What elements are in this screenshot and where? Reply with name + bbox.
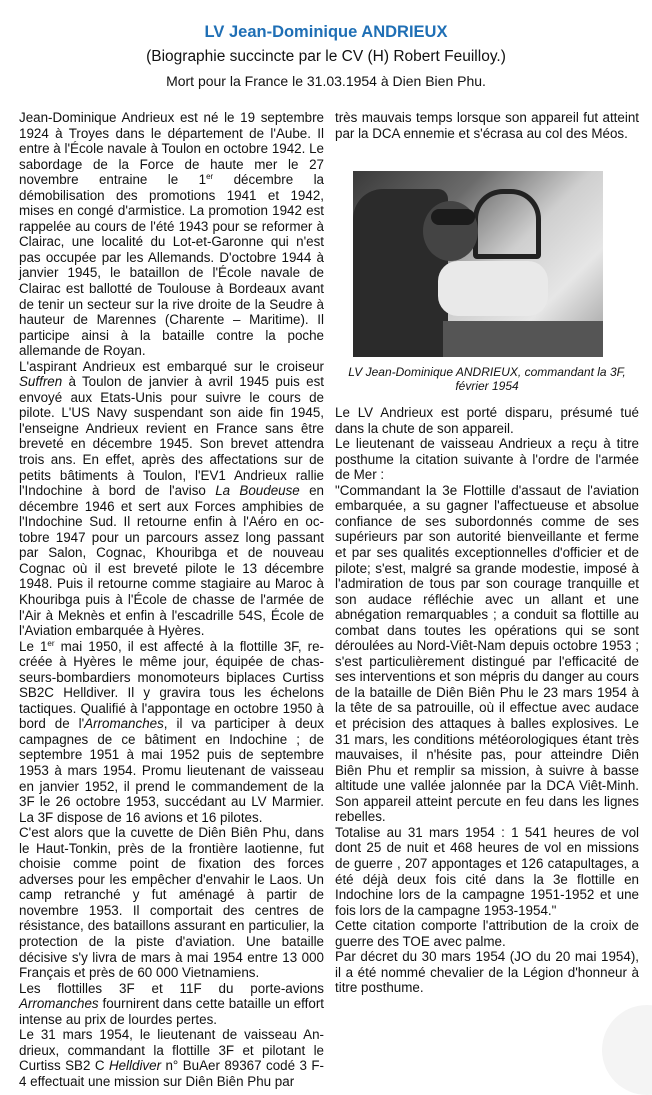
right-column bbox=[335, 110, 639, 996]
death-line: Mort pour la France le 31.03.1954 à Dien Bien Phu. bbox=[166, 73, 486, 89]
ship-name: La Boudeuse bbox=[215, 483, 300, 499]
page-subtitle: (Biographie succincte par le CV (H) Robert Feuilloy.) bbox=[146, 48, 506, 65]
paragraph-citation: "Commandant la 3e Flottille d'assaut de l'aviation embarquée, a su gagner l'affectueuse et absolue confiance de ses subordonnés comme de ses supérieurs par son autorité bienveillante et ferme et par ses qualités exceptionnelles d'officier et de pilote; s'est, malgré sa grande modestie, imposé à l'admiration de tous par son courage tranquille et son audace réfléchie avec un allant et une abnégation remarquables ; a conduit sa flottille au combat dans toutes les opérations qui se sont déroulées au Nord-Viêt-Nam depuis octobre 1953 ; s'est particulièrement distingué par l'efficacité de ses interventions et son mépris du danger au cours de la bataille de Diên Biên Phu le 23 mars 1954 à la tête de sa patrouille, où il effectue avec audace et précision des attaques à balles explosives. Le 31 mars, les conditions météorologiques étant très mauvaises, il n'hésite pas, pour atteindre Diên Biên Phu et remplir sa mission, à suivre à basse altitude une vallée jalonnée par la DCA Viêt-Minh. Son appareil atteint percute en feu dans les lignes rebelles. bbox=[335, 482, 639, 825]
jacket-shape bbox=[438, 261, 548, 316]
document-header bbox=[0, 22, 652, 91]
photo-figure bbox=[335, 171, 639, 393]
pilot-photo bbox=[353, 171, 603, 357]
windscreen-frame bbox=[473, 189, 541, 259]
left-column bbox=[19, 110, 324, 1089]
paragraph-early-career: L'aspirant Andrieux est embarqué sur le croiseur Suffren à Toulon de janvier à avril 1945 puis est envoyé aux Etats-Unis pour suivre le cours de pilote. L'US Navy suspendant son aide fin 1945, l'enseigne Andrieux revient en France sans être breveté en décembre 1945. Son brevet attendra trois ans. En effet, après des affectations sur de petits bâtiments à Toulon, l'EV1 Andrieux rallie l'Indochine à bord de l'aviso La Boudeuse en décembre 1946 et sert aux Forces amphibies de l'Indochine Sud. Il retourne enfin à l'Aéro en octobre 1947 pour un parcours assez long passant par Salon, Cognac, Khouribga et de nouveau Cognac où il est breveté pilote le 13 décembre 1948. Puis il retourne comme stagiaire au Maroc à Khouribga puis à l'École de chasse de l'armée de l'Air à Meknès et enfin à l'escadrille 54S, École de l'Aviation embarquée à Hyères. bbox=[19, 358, 324, 639]
page-title: LV Jean-Dominique ANDRIEUX bbox=[204, 23, 448, 41]
paragraph-dien-bien-phu: C'est alors que la cuvette de Diên Biên Phu, dans le Haut-Tonkin, près de la frontière laotienne, fut choisie comme point de fixation des forces adverses pour les empêcher d'envahir le Laos. Un camp retranché y fut aménagé à partir de novembre 1953. Il comportait des centres de résistance, des bataillons assurant en particulier, la protection de la piste d'aviation. Une bataille décisive s'y livra de mars à mai 1954 entre 13 000 Français et près de 60 000 Vietnamiens. bbox=[19, 825, 324, 981]
goggles-shape bbox=[431, 209, 475, 225]
page-corner-decoration bbox=[602, 1005, 652, 1095]
paragraph-birth-education: Jean-Dominique Andrieux est né le 19 septembre 1924 à Troyes dans le département de l'Aube. Il entre à l'École navale à Toulon en octobre 1942. Le sabordage de la Force de haute mer le 27 novembre entraine le 1er décembre la démobilisation des promotions 1941 et 1942, mises en congé d'armistice. La promotion 1942 est rappelée au cours de l'été 1943 pour se reformer à Clairac, une localité du Lot-et-Garonne qui n'est pas occupée par les Allemands. D'octobre 1944 à janvier 1945, le bataillon de l'École navale de Clairac est ballotté de Toulouse à Bordeaux avant de tenir un secteur sur la rive droite de la Seudre à hauteur de Marennes (Charente – Maritime). Il participe ainsi à la bataille contre la poche allemande de Royan. bbox=[19, 110, 324, 359]
paragraph-missing: Le LV Andrieux est porté disparu, présumé tué dans la chute de son appareil. bbox=[335, 405, 639, 436]
photo-caption: LV Jean-Dominique ANDRIEUX, commandant la 3F, février 1954 bbox=[348, 365, 626, 394]
paragraph-citation-intro: Le lieutenant de vaisseau Andrieux a reçu à titre posthume la citation suivante à l'ordre de l'armée de Mer : bbox=[335, 436, 639, 483]
paragraph-flottille-3f: Le 1er mai 1950, il est affecté à la flottille 3F, recréée à Hyères le même jour, équipée de chasseurs-bombardiers monomoteurs biplaces Curtiss SB2C Helldiver. Il y gravira tous les échelons tactiques. Qualifié à l'appontage en octobre 1950 à bord de l'Arromanches, il va participer à deux campagnes de ce bâtiment en Indochine ; de septembre 1951 à mai 1952 puis de septembre 1953 à mars 1954. Promu lieutenant de vaisseau en janvier 1952, il prend le commandement de la 3F le 26 octobre 1953, succédant au LV Marmier. La 3F dispose de 16 avions et 16 pilotes. bbox=[19, 638, 325, 825]
paragraph-croix-de-guerre: Cette citation comporte l'attribution de la croix de guerre des TOE avec palme. bbox=[335, 918, 639, 949]
paragraph-totals: Totalise au 31 mars 1954 : 1 541 heures de vol dont 25 de nuit et 468 heures de vol en missions de guerre , 207 appontages et 126 catapultages, a été déjà deux fois cité dans la 3e flottille en Indochine lors de la campagne 1951-1952 et une fois lors de la campagne 1953-1954." bbox=[335, 824, 639, 918]
paragraph-flottilles: Les flottilles 3F et 11F du porte-avions Arromanches fournirent dans cette bataille un effort intense au prix de lourdes pertes. bbox=[19, 980, 324, 1027]
ship-name: Arromanches bbox=[19, 996, 99, 1012]
aircraft-name: Helldiver bbox=[108, 1058, 162, 1074]
paragraph-last-mission: Le 31 mars 1954, le lieutenant de vaisseau Andrieux, commandant la flottille 3F et pilotant le Curtiss SB2 C Helldiver n° BuAer 89367 codé 3 F-4 effectuait une mission sur Diên Biên Phu par bbox=[19, 1027, 324, 1089]
ship-name: Arromanches bbox=[84, 716, 164, 732]
ship-name: Suffren bbox=[19, 374, 63, 390]
paragraph-crash: très mauvais temps lorsque son appareil fut atteint par la DCA ennemie et s'écrasa au col des Méos. bbox=[335, 110, 639, 141]
cockpit-sill-shape bbox=[443, 321, 603, 357]
paragraph-legion-honneur: Par décret du 30 mars 1954 (JO du 20 mai 1954), il a été nommé chevalier de la Légion d'honneur à titre posthume. bbox=[335, 949, 639, 996]
